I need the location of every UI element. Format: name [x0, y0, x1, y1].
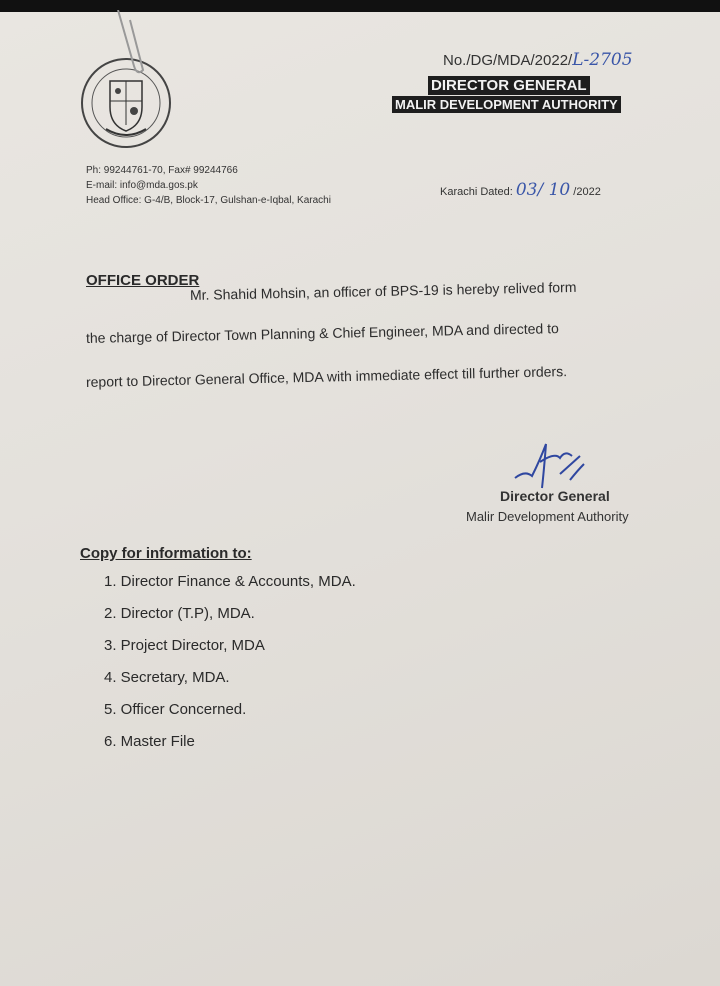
reference-prefix: No./DG/MDA/2022/ [443, 52, 573, 69]
date-line [440, 180, 601, 200]
list-item: 1. Director Finance & Accounts, MDA. [104, 573, 356, 590]
top-bar [0, 0, 720, 12]
order-line-2: the charge of Director Town Planning & Chief Engineer, MDA and directed to [85, 320, 559, 346]
dated-handwritten: 03/ 10 [515, 180, 571, 200]
document-page [0, 12, 720, 986]
contact-block [86, 163, 331, 208]
copy-list [104, 566, 356, 758]
order-line-3: report to Director General Office, MDA with immediate effect till further orders. [85, 363, 568, 390]
copy-heading: Copy for information to: [80, 545, 252, 562]
paperclip-icon [110, 10, 150, 80]
signature [510, 440, 610, 490]
reference-handwritten: L-2705 [572, 50, 633, 70]
organization-title: MALIR DEVELOPMENT AUTHORITY [392, 96, 621, 113]
signatory-organization: Malir Development Authority [466, 509, 629, 524]
list-item: 4. Secretary, MDA. [104, 669, 230, 686]
order-title: OFFICE ORDER [86, 272, 200, 289]
signatory-name: Director General [500, 488, 610, 504]
phone-fax: Ph: 99244761-70, Fax# 99244766 [86, 165, 238, 176]
order-line-1: Mr. Shahid Mohsin, an officer of BPS-19 is hereby relived form [189, 278, 577, 303]
list-item: 3. Project Director, MDA [104, 637, 265, 654]
reference-number [443, 50, 633, 70]
dated-year: /2022 [573, 186, 601, 198]
list-item: 2. Director (T.P), MDA. [104, 605, 255, 622]
list-item: 6. Master File [104, 733, 195, 750]
dated-label: Karachi Dated: [440, 186, 513, 198]
list-item: 5. Officer Concerned. [104, 701, 247, 718]
email: E-mail: info@mda.gos.pk [86, 180, 198, 191]
office-title: DIRECTOR GENERAL [428, 76, 590, 95]
address: Head Office: G-4/B, Block-17, Gulshan-e-Iqbal, Karachi [86, 195, 331, 206]
